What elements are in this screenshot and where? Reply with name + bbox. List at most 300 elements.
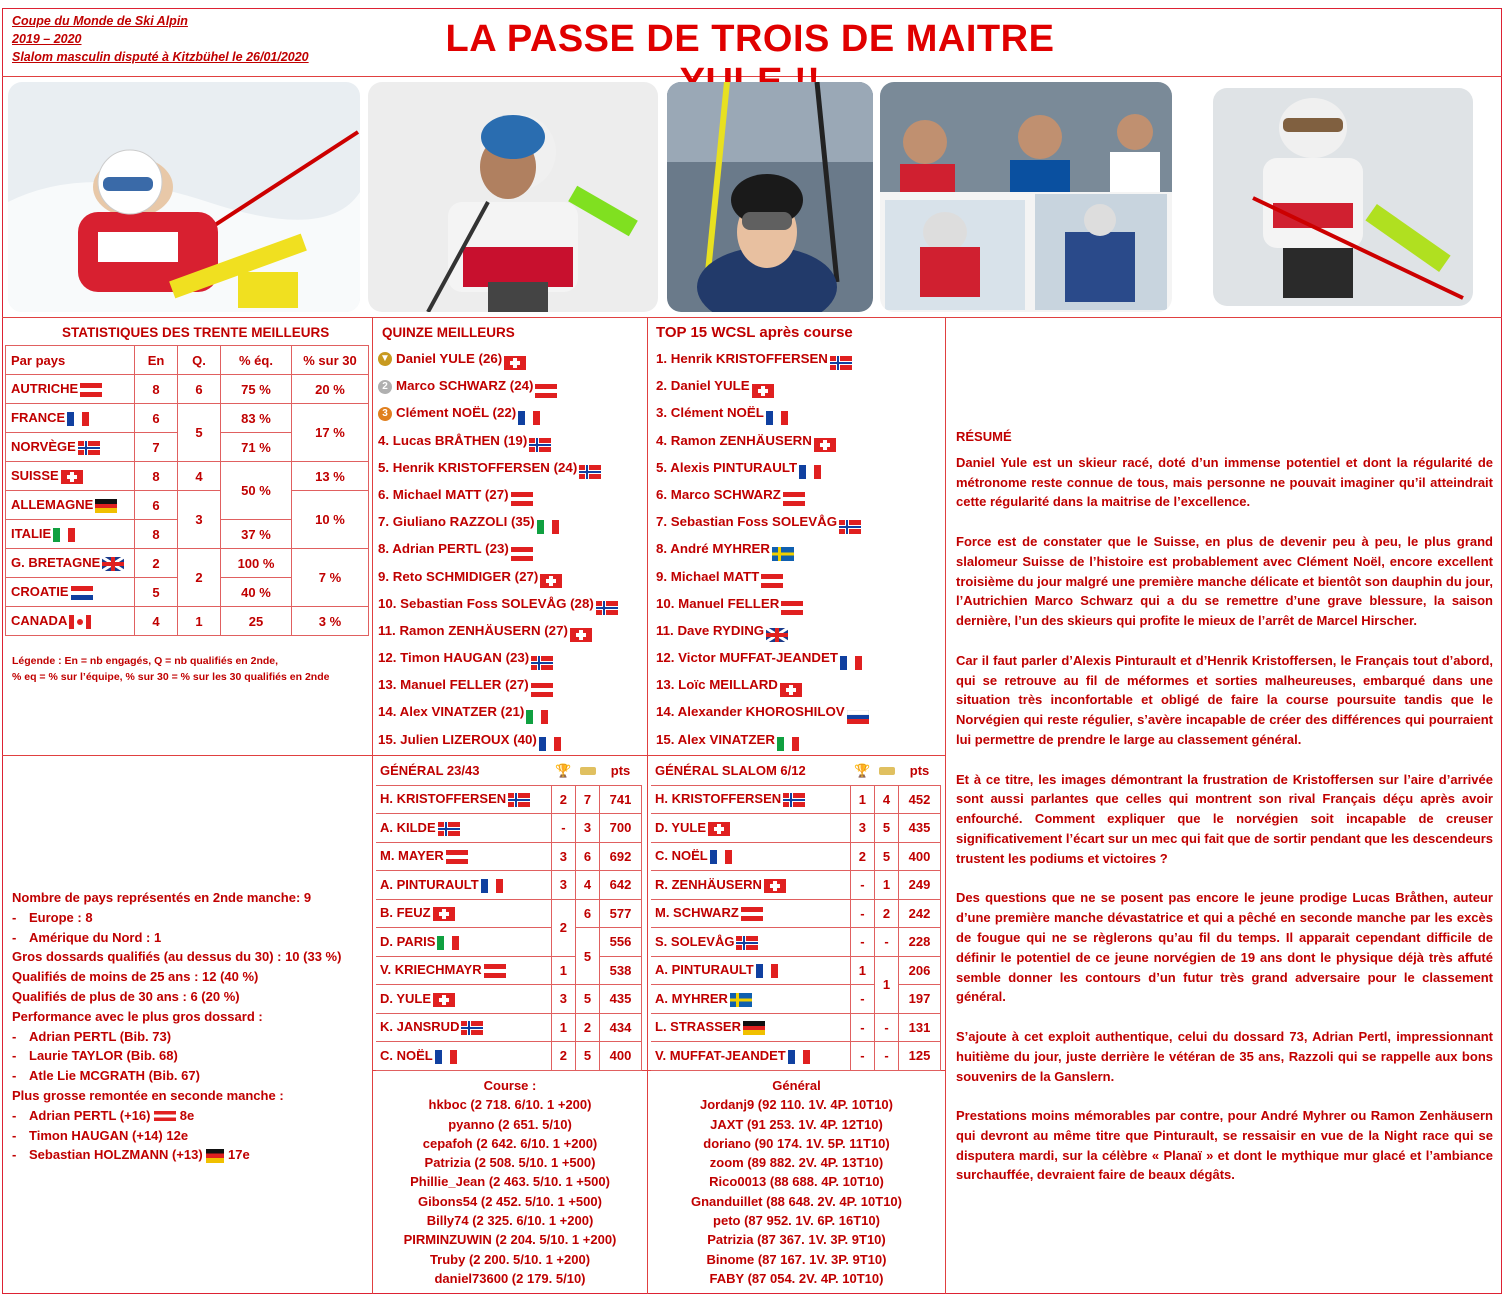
silver-medal-icon: 2 (378, 380, 392, 394)
list-item (656, 698, 869, 725)
stats-cell: 13 % (292, 462, 369, 491)
header-line: 2019 – 2020 (12, 32, 82, 46)
name-cell (376, 814, 551, 843)
athlete-name: R. ZENHÄUSERN (655, 876, 762, 892)
list-item: Phillie_Jean (2 463. 5/10. 1 +500) (410, 1174, 610, 1190)
list-item: zoom (89 882. 2V. 4P. 13T10) (709, 1155, 884, 1171)
stat-line: - Europe : 8 (12, 908, 341, 928)
table-row (651, 871, 941, 900)
points-cell: 131 (899, 1013, 941, 1042)
list-item (378, 671, 618, 698)
stat-line: Performance avec le plus gros dossard : (12, 1008, 263, 1024)
count-cell: 7 (576, 785, 600, 814)
table-row (651, 928, 941, 957)
table-row (376, 985, 642, 1014)
stats-cell: 50 % (221, 462, 292, 520)
stat-line (12, 1106, 341, 1126)
item-label: 11. Dave RYDING (656, 622, 765, 638)
item-label: 13. Manuel FELLER (27) (378, 677, 529, 693)
slalom-table (651, 757, 941, 1071)
item-label: 6. Marco SCHWARZ (656, 486, 781, 502)
stats-cell: 10 % (292, 491, 369, 549)
resume-paragraph: S’ajoute à cet exploit authentique, celui du dossard 73, Adrian Pertl, impressionnant huitième du jour, juste derrière le vétéran de 35 ans, Razzoli qui se rappelle aux bons souvenirs de la Ganslern. (956, 1028, 1493, 1084)
list-item: Patrizia (2 508. 5/10. 1 +500) (424, 1155, 596, 1171)
photo-podium-collage (880, 82, 1172, 312)
count-cell: 2 (875, 899, 899, 928)
list-item: PIRMINZUWIN (2 204. 5/10. 1 +200) (403, 1232, 617, 1248)
athlete-name: H. KRISTOFFERSEN (380, 791, 507, 807)
count-cell: 4 (576, 871, 600, 900)
table-row (376, 814, 642, 843)
name-cell (651, 985, 850, 1014)
table-row (376, 899, 642, 928)
points-cell: 556 (600, 928, 642, 957)
stats-cell: 71 % (221, 433, 292, 462)
count-cell: - (850, 985, 874, 1014)
athlete-name: A. PINTURAULT (655, 962, 754, 978)
france-flag-icon (766, 407, 788, 421)
country-cell (6, 578, 135, 607)
table-row (376, 1042, 642, 1071)
stats-cell: 8 (135, 375, 178, 404)
stat-line: Nombre de pays représentés en 2nde manche: 9 (12, 890, 312, 905)
athlete-name: K. JANSRUD (380, 1019, 460, 1035)
header-line: Coupe du Monde de Ski Alpin (12, 14, 188, 28)
count-cell: 4 (875, 785, 899, 814)
item-label: 5. Henrik KRISTOFFERSEN (24) (378, 459, 578, 475)
list-item (378, 454, 618, 481)
list-item (378, 481, 618, 508)
count-cell: 5 (875, 814, 899, 843)
points-cell: 692 (600, 842, 642, 871)
list-item: Jordanj9 (92 110. 1V. 4P. 10T10) (700, 1097, 893, 1113)
summary-stats (12, 888, 341, 1165)
list-item (378, 617, 618, 644)
athlete-name: B. FEUZ (380, 905, 431, 921)
stats-cell: 3 % (292, 607, 369, 636)
austria-flag-icon (531, 679, 553, 693)
athlete-name: S. SOLEVÅG (655, 933, 735, 949)
count-cell: 1 (850, 785, 874, 814)
count-cell: - (551, 814, 575, 843)
item-label: 11. Ramon ZENHÄUSERN (27) (378, 622, 568, 638)
item-label: Marco SCHWARZ (24) (396, 378, 534, 394)
rank-text: 17e (227, 1147, 250, 1163)
country-name: NORVÈGE (11, 439, 76, 455)
header-info (12, 12, 309, 66)
list-item (378, 427, 618, 454)
stats-title: STATISTIQUES DES TRENTE MEILLEURS (62, 325, 330, 340)
austria-flag-icon (511, 543, 533, 557)
list-item (656, 671, 869, 698)
points-cell: 577 (600, 899, 642, 928)
austria-flag-icon (761, 570, 783, 584)
rank-text: 12e (166, 1127, 189, 1143)
name-cell (651, 1013, 850, 1042)
name-cell (376, 899, 551, 928)
country-cell (6, 404, 135, 433)
item-label: 8. André MYHRER (656, 541, 771, 557)
list-item: Patrizia (87 367. 1V. 3P. 9T10) (707, 1232, 886, 1248)
list-item (378, 563, 618, 590)
stats-cell: 83 % (221, 404, 292, 433)
item-label: 10. Sebastian Foss SOLEVÅG (28) (378, 595, 594, 611)
table-row (376, 871, 642, 900)
count-cell: - (850, 899, 874, 928)
general-players-title: Général (772, 1078, 821, 1093)
course-list (373, 1076, 647, 1288)
count-cell: 6 (576, 899, 600, 928)
stats-cell: 17 % (292, 404, 369, 462)
count-cell: - (875, 1013, 899, 1042)
top15-list (656, 345, 869, 753)
points-cell: 452 (899, 785, 941, 814)
austria-flag-icon (783, 488, 805, 502)
norway-flag-icon (839, 516, 861, 530)
switzerland-flag-icon (61, 470, 83, 484)
trophy-icon: 🏆 (551, 757, 575, 785)
points-cell: 434 (600, 1013, 642, 1042)
stat-line: Gros dossards qualifiés (au dessus du 30) : 10 (33 %) (12, 949, 342, 965)
count-cell: 1 (875, 871, 899, 900)
list-item (656, 726, 869, 753)
stats-cell: 8 (135, 520, 178, 549)
name-cell (651, 814, 850, 843)
header-line: Slalom masculin disputé à Kitzbühel le 26/01/2020 (12, 50, 309, 64)
austria-flag-icon (535, 380, 557, 394)
name-cell (651, 842, 850, 871)
resume-paragraph: Daniel Yule est un skieur racé, doté d’un immense potentiel et dont la régularité de métronome reste connue de tous, mais personne ne pouvait imaginer qu’il atteindrait cette régularité dans la maitrise de l’excellence. (956, 454, 1493, 510)
stats-cell: 4 (178, 462, 221, 491)
count-cell: 1 (551, 1013, 575, 1042)
count-cell: 1 (875, 956, 899, 1013)
item-label: 13. Loïc MEILLARD (656, 677, 778, 693)
italy-flag-icon (537, 516, 559, 530)
russia-flag-icon (847, 706, 869, 720)
croatia-flag-icon (71, 586, 93, 600)
points-cell: 538 (600, 956, 642, 985)
quinze-list (378, 345, 618, 753)
switzerland-flag-icon (570, 624, 592, 638)
athlete-name: D. YULE (655, 819, 707, 835)
item-label: 15. Julien LIZEROUX (40) (378, 731, 537, 747)
points-cell: 700 (600, 814, 642, 843)
stat-text: Adrian PERTL (+16) (29, 1107, 151, 1123)
italy-flag-icon (437, 936, 459, 950)
list-item (656, 454, 869, 481)
athlete-name: M. SCHWARZ (655, 905, 739, 921)
stat-line: - Laurie TAYLOR (Bib. 68) (12, 1046, 341, 1066)
resume-section (956, 427, 1493, 1205)
points-cell: 435 (600, 985, 642, 1014)
item-label: 12. Timon HAUGAN (23) (378, 650, 530, 666)
list-item (656, 399, 869, 426)
points-cell: 400 (600, 1042, 642, 1071)
france-flag-icon (481, 879, 503, 893)
list-item (378, 399, 618, 426)
list-item (656, 508, 869, 535)
austria-flag-icon (446, 850, 468, 864)
list-item: Gibons54 (2 452. 5/10. 1 +500) (418, 1193, 602, 1209)
name-cell (376, 1042, 551, 1071)
item-label: 5. Alexis PINTURAULT (656, 459, 798, 475)
item-label: 7. Sebastian Foss SOLEVÅG (656, 514, 838, 530)
divider (2, 755, 946, 756)
stats-cell: 7 % (292, 549, 369, 607)
legend-line: % eq = % sur l’équipe, % sur 30 = % sur les 30 qualifiés en 2nde (12, 671, 330, 683)
stat-line: - Amérique du Nord : 1 (12, 928, 341, 948)
germany-flag-icon (743, 1021, 765, 1035)
trophy-icon: 🏆 (850, 757, 874, 785)
item-label: 2. Daniel YULE (656, 378, 750, 394)
list-item: FABY (87 054. 2V. 4P. 10T10) (709, 1270, 884, 1286)
count-cell: 5 (576, 985, 600, 1014)
count-cell: 3 (551, 842, 575, 871)
item-label: 4. Lucas BRÅTHEN (19) (378, 432, 528, 448)
list-item: Truby (2 200. 5/10. 1 +200) (429, 1251, 591, 1267)
table-row (651, 1013, 941, 1042)
athlete-name: A. PINTURAULT (380, 876, 479, 892)
switzerland-flag-icon (708, 822, 730, 836)
stats-cell: 3 (178, 491, 221, 549)
item-label: 12. Victor MUFFAT-JEANDET (656, 650, 839, 666)
table-row (651, 899, 941, 928)
stat-line: Qualifiés de plus de 30 ans : 6 (20 %) (12, 988, 240, 1004)
table-row (651, 842, 941, 871)
points-cell: 400 (899, 842, 941, 871)
list-item: cepafoh (2 642. 6/10. 1 +200) (422, 1135, 598, 1151)
stats-cell: 25 (221, 607, 292, 636)
points-cell: 249 (899, 871, 941, 900)
name-cell (651, 928, 850, 957)
item-label: 14. Alex VINATZER (21) (378, 704, 525, 720)
norway-flag-icon (438, 822, 460, 836)
list-item: hkboc (2 718. 6/10. 1 +200) (428, 1097, 592, 1113)
france-flag-icon (67, 412, 89, 426)
gold-trophy-icon: ▼ (378, 352, 392, 366)
name-cell (651, 1042, 850, 1071)
course-title: Course : (483, 1078, 537, 1093)
name-cell (651, 785, 850, 814)
country-cell (6, 520, 135, 549)
divider (945, 317, 946, 1294)
country-name: CROATIE (11, 584, 69, 600)
photo-skier-5 (1213, 88, 1473, 306)
list-item (378, 726, 618, 753)
points-cell: 125 (899, 1042, 941, 1071)
general-players-list (648, 1076, 945, 1288)
stats-cell: 8 (135, 462, 178, 491)
stats-header: % éq. (221, 346, 292, 375)
list-item (656, 481, 869, 508)
stats-header: Q. (178, 346, 221, 375)
count-cell: - (850, 1013, 874, 1042)
switzerland-flag-icon (780, 679, 802, 693)
sweden-flag-icon (730, 993, 752, 1007)
switzerland-flag-icon (540, 570, 562, 584)
count-cell: 2 (850, 842, 874, 871)
table-row (376, 928, 642, 957)
name-cell (376, 1013, 551, 1042)
switzerland-flag-icon (814, 434, 836, 448)
list-item (378, 644, 618, 671)
stats-cell: 6 (135, 491, 178, 520)
list-item (378, 535, 618, 562)
resume-paragraph: Force est de constater que le Suisse, en plus de devenir peu à peu, le plus grand slalomeur Suisse de l’histoire est probablement avec Clément Noël, encore excellent troisième du jour malgré une première manche délicate et bientôt son dauphin du jour, l’Autrichien Marco Schwarz qui a du se remettre d’une grave blessure, la saison dernière, l’un des skieurs qui profite le mieux de l’arrêt de Marcel Hirscher. (956, 533, 1493, 629)
item-label: 6. Michael MATT (27) (378, 486, 509, 502)
country-cell (6, 433, 135, 462)
points-cell: 197 (899, 985, 941, 1014)
list-item: pyanno (2 651. 5/10) (448, 1116, 572, 1132)
stats-cell: 7 (135, 433, 178, 462)
count-cell: - (850, 871, 874, 900)
norway-flag-icon (461, 1021, 483, 1035)
pts-header: pts (600, 757, 642, 785)
france-flag-icon (710, 850, 732, 864)
athlete-name: D. YULE (380, 990, 432, 1006)
resume-paragraph: Prestations moins mémorables par contre, pour André Myhrer ou Ramon Zenhäusern qui devront au même titre que Pinturault, se ressaisir en vue de la Night race qui se disputera mardi, sur la célèbre « Planaï » et dont le mythique mur glacé et l’ambiance surchauffée, devraient faire de beaux dégâts. (956, 1108, 1493, 1183)
stats-cell: 6 (178, 375, 221, 404)
table-row (651, 1042, 941, 1071)
stat-line: - Adrian PERTL (Bib. 73) (12, 1027, 341, 1047)
stats-cell: 1 (178, 607, 221, 636)
points-cell: 642 (600, 871, 642, 900)
table-row (376, 1013, 642, 1042)
item-label: 8. Adrian PERTL (23) (378, 541, 509, 557)
switzerland-flag-icon (504, 352, 526, 366)
divider (2, 317, 1502, 318)
page-title: LA PASSE DE TROIS DE MAITRE (445, 18, 1055, 60)
points-cell: 435 (899, 814, 941, 843)
stats-header: % sur 30 (292, 346, 369, 375)
switzerland-flag-icon (764, 879, 786, 893)
count-cell: 2 (551, 1042, 575, 1071)
stats-cell: 75 % (221, 375, 292, 404)
germany-flag-icon (206, 1149, 224, 1163)
list-item (656, 372, 869, 399)
france-flag-icon (518, 407, 540, 421)
list-item (378, 698, 618, 725)
stat-line: - Atle Lie MCGRATH (Bib. 67) (12, 1066, 341, 1086)
athlete-name: A. KILDE (380, 819, 436, 835)
count-cell: 1 (551, 956, 575, 985)
resume-paragraph: Et à ce titre, les images démontrant la frustration de Kristoffersen sur l’aire d’arrivée sont aussi parlantes que celles qui montrent son rival Français déçu après avoir enfourché. Comment expliquer que le norvégien soit incapable de creuser significativement l’écart sur un mec qui fait que de sortir pendant que les descendeurs trustent les podiums et victoires ? (956, 771, 1493, 866)
points-cell: 741 (600, 785, 642, 814)
stats-cell: 100 % (221, 549, 292, 578)
slalom-title: GÉNÉRAL SLALOM 6/12 (651, 757, 850, 785)
country-name: ALLEMAGNE (11, 497, 94, 513)
rank-text: 8e (179, 1107, 195, 1123)
count-cell: 1 (850, 956, 874, 985)
stats-cell: 5 (178, 404, 221, 462)
bronze-medal-icon: 3 (378, 407, 392, 421)
athlete-name: M. MAYER (380, 848, 444, 864)
norway-flag-icon (579, 461, 601, 475)
norway-flag-icon (596, 597, 618, 611)
italy-flag-icon (777, 733, 799, 747)
austria-flag-icon (781, 597, 803, 611)
stat-text: Sebastian HOLZMANN (+13) (29, 1147, 203, 1163)
list-item (656, 427, 869, 454)
table-row (651, 956, 941, 985)
country-cell (6, 375, 135, 404)
item-label: 4. Ramon ZENHÄUSERN (656, 432, 812, 448)
list-item (378, 372, 618, 399)
list-item: Rico0013 (88 688. 4P. 10T10) (709, 1174, 884, 1190)
name-cell (376, 842, 551, 871)
france-flag-icon (840, 652, 862, 666)
table-row (376, 956, 642, 985)
country-name: SUISSE (11, 468, 59, 484)
list-item (656, 345, 869, 372)
stats-table (5, 345, 369, 636)
country-name: FRANCE (11, 410, 66, 426)
list-item: doriano (90 174. 1V. 5P. 11T10) (703, 1135, 890, 1151)
germany-flag-icon (95, 499, 117, 513)
stats-cell: 2 (178, 549, 221, 607)
stats-cell: 40 % (221, 578, 292, 607)
quinze-title: QUINZE MEILLEURS (382, 325, 515, 340)
stat-text: Timon HAUGAN (+14) (29, 1127, 163, 1143)
france-flag-icon (799, 461, 821, 475)
list-item (378, 508, 618, 535)
count-cell: 5 (576, 928, 600, 985)
austria-flag-icon (154, 1111, 176, 1121)
stat-line: Qualifiés de moins de 25 ans : 12 (40 %) (12, 969, 259, 985)
austria-flag-icon (741, 907, 763, 921)
count-cell: 2 (576, 1013, 600, 1042)
list-item (656, 535, 869, 562)
austria-flag-icon (484, 964, 506, 978)
resume-paragraph: Des questions que ne se posent pas encore le jeune prodige Lucas Bråthen, auteur d’une première manche dévastatrice et qui a pêché en seconde manche par les excès de fougue qui ne se règlerons qu’au fil du temps. Il apparait cependant difficile de définir le potentiel de ce jeune norvégien de 19 ans dont le physique déjà très affuté semble donner les contours d’un futur très grand adversaire pour le classement général. (956, 890, 1493, 1005)
table-row (376, 785, 642, 814)
list-item: JAXT (91 253. 1V. 4P. 12T10) (710, 1116, 883, 1132)
points-cell: 242 (899, 899, 941, 928)
list-item (656, 617, 869, 644)
photo-skier-2 (368, 82, 658, 312)
athlete-name: L. STRASSER (655, 1019, 741, 1035)
pts-header: pts (899, 757, 941, 785)
great-britain-flag-icon (766, 624, 788, 638)
norway-flag-icon (529, 434, 551, 448)
list-item (656, 590, 869, 617)
stat-line (12, 1145, 341, 1165)
country-name: AUTRICHE (11, 381, 79, 397)
france-flag-icon (539, 733, 561, 747)
table-row (651, 785, 941, 814)
country-cell (6, 549, 135, 578)
item-label: 9. Reto SCHMIDIGER (27) (378, 568, 539, 584)
athlete-name: H. KRISTOFFERSEN (655, 791, 782, 807)
country-cell (6, 462, 135, 491)
name-cell (651, 956, 850, 985)
resume-title: RÉSUMÉ (956, 429, 1012, 444)
item-label: 10. Manuel FELLER (656, 595, 780, 611)
country-cell (6, 491, 135, 520)
general-table (376, 757, 642, 1071)
country-name: G. BRETAGNE (11, 555, 101, 571)
country-cell (6, 607, 135, 636)
table-row (651, 814, 941, 843)
switzerland-flag-icon (752, 380, 774, 394)
list-item (378, 590, 618, 617)
stat-line (12, 1126, 341, 1146)
item-label: 15. Alex VINATZER (656, 731, 775, 747)
stats-cell: 5 (135, 578, 178, 607)
table-row (376, 842, 642, 871)
count-cell: 2 (551, 899, 575, 956)
great-britain-flag-icon (102, 557, 124, 571)
